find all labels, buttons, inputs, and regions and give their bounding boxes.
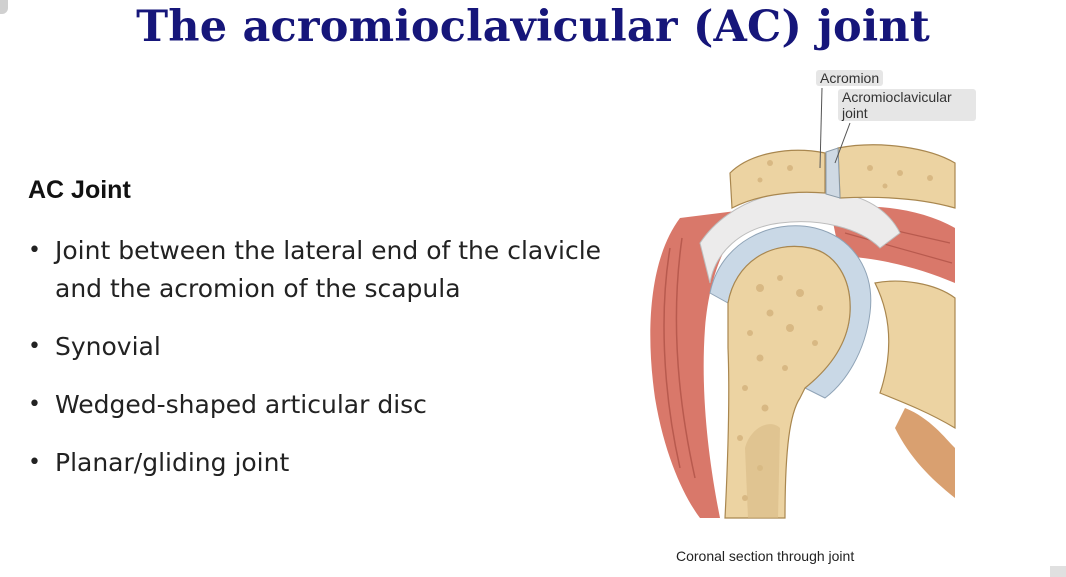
label-acromion: Acromion bbox=[816, 70, 883, 86]
bullet-item bbox=[28, 328, 628, 366]
bullet-item bbox=[28, 386, 628, 424]
bullet-text: Wedged-shaped articular disc bbox=[55, 390, 427, 419]
glenoid-bone bbox=[875, 281, 955, 428]
bullet-list bbox=[28, 232, 628, 502]
bullet-dot: • bbox=[28, 392, 41, 417]
page-indicator bbox=[1050, 566, 1066, 577]
bullet-item bbox=[28, 232, 628, 308]
bullet-text: Planar/gliding joint bbox=[55, 448, 290, 477]
figure-caption: Coronal section through joint bbox=[676, 548, 855, 564]
bullet-text: Synovial bbox=[55, 332, 161, 361]
bullet-text: Joint between the lateral end of the clavicle and the acromion of the scapula bbox=[55, 236, 602, 303]
section-heading: AC Joint bbox=[28, 176, 131, 204]
slide-title: The acromioclavicular (AC) joint bbox=[136, 2, 930, 52]
bullet-dot: • bbox=[28, 334, 41, 359]
shoulder-section-illustration bbox=[640, 68, 980, 538]
bullet-dot: • bbox=[28, 450, 41, 475]
bullet-item bbox=[28, 444, 628, 482]
bullet-dot: • bbox=[28, 238, 41, 263]
label-acromioclavicular-joint: Acromioclavicular joint bbox=[838, 89, 976, 121]
medullary-canal bbox=[745, 424, 780, 518]
